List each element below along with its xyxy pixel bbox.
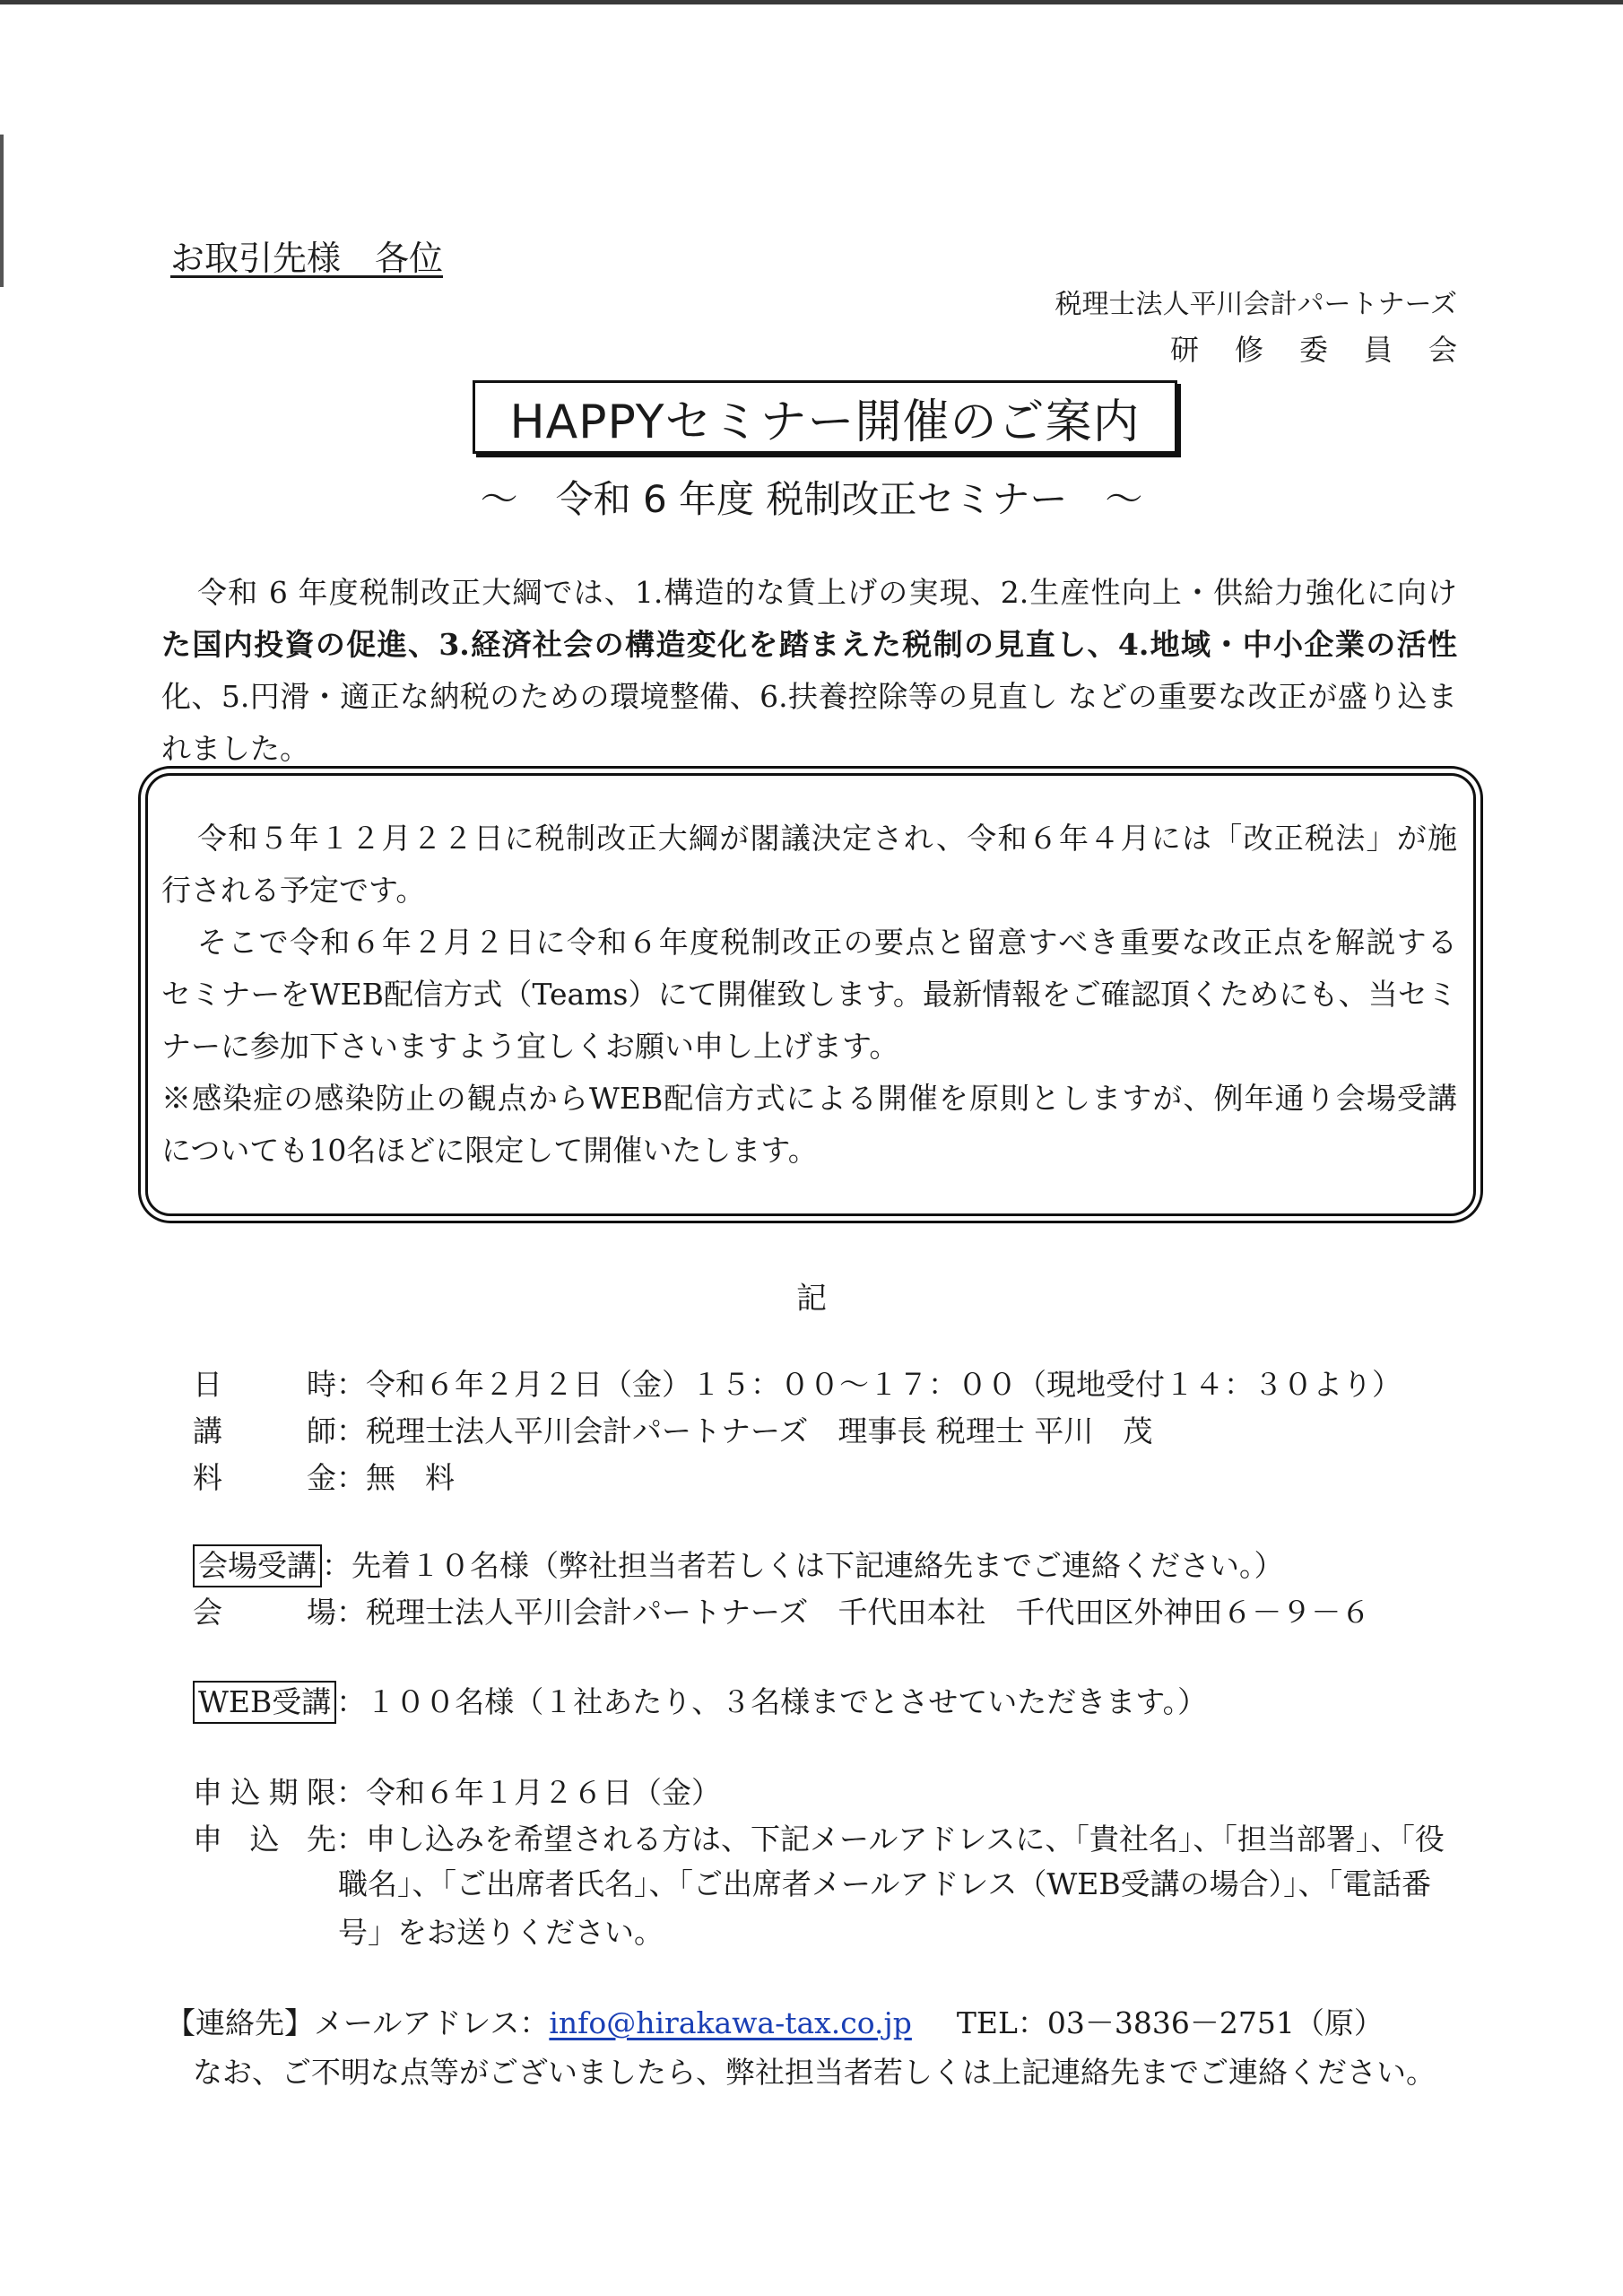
contact-prefix: 【連絡先】メールアドレス：	[166, 2005, 550, 2040]
notice-line: 行される予定です。	[161, 873, 426, 908]
scan-left-edge	[0, 135, 4, 287]
detail-label: 講師	[193, 1413, 336, 1448]
apply-cont-line: 号」をお送りください。	[338, 1915, 664, 1950]
notice-line: セミナーをWEB配信方式（Teams）にて開催致します。最新情報をご確認頂くためにも、当セミ	[161, 977, 1457, 1012]
detail-value: ：無 料	[336, 1460, 455, 1495]
apply-cont-line: 職名」、「ご出席者氏名」、「ご出席者メールアドレス（WEB受講の場合）」、「電話番	[338, 1866, 1432, 1901]
contact-note: なお、ご不明な点等がございましたら、弊社担当者若しくは上記連絡先までご連絡ください。	[193, 2055, 1436, 2090]
notice-line: 令和５年１２月２２日に税制改正大綱が閣議決定され、令和６年４月には「改正税法」が施	[197, 821, 1457, 856]
detail-venue	[193, 1589, 1370, 1631]
detail-label-boxed: WEB受講	[193, 1681, 336, 1724]
detail-value: ：申し込みを希望される方は、下記メールアドレスに、「貴社名」、「担当部署」、「役	[336, 1822, 1445, 1857]
notice-line: そこで令和６年２月２日に令和６年度税制改正の要点と留意すべき重要な改正点を解説する	[197, 925, 1457, 960]
intro-paragraph	[161, 567, 1457, 775]
intro-line: 化、5.円滑・適正な納税のための環境整備、6.扶養控除等の見直し などの重要な改正が盛り込ま	[161, 679, 1457, 714]
detail-value: ：税理士法人平川会計パートナーズ 千代田本社 千代田区外神田６－９－６	[336, 1595, 1371, 1630]
detail-lecturer	[193, 1408, 1152, 1450]
ki-heading: 記	[796, 1281, 827, 1317]
detail-fee	[193, 1455, 455, 1497]
addressee: お取引先様 各位	[170, 239, 444, 278]
notice-line: についても10名ほどに限定して開催いたします。	[161, 1133, 818, 1168]
intro-line: れました。	[161, 731, 309, 766]
detail-value: ：１００名様（１社あたり、３名様までとさせていただきます。）	[336, 1684, 1208, 1719]
detail-label: 申込期限	[193, 1775, 336, 1810]
notice-text	[161, 813, 1457, 1177]
detail-apply	[193, 1816, 1445, 1858]
detail-label: 料金	[193, 1460, 336, 1495]
intro-line: た国内投資の促進、3.経済社会の構造変化を踏まえた税制の見直し、4.地域・中小企業の活性	[161, 627, 1457, 662]
notice-line: ナーに参加下さいますよう宜しくお願い申し上げます。	[161, 1029, 899, 1064]
detail-label: 日時	[193, 1367, 336, 1402]
detail-venue-attend	[193, 1543, 1284, 1587]
contact-email-link[interactable]: info@hirakawa-tax.co.jp	[549, 2005, 912, 2040]
document-title-box	[473, 380, 1177, 454]
scan-top-edge	[0, 0, 1623, 4]
detail-value: ：先着１０名様（弊社担当者若しくは下記連絡先までご連絡ください。）	[322, 1548, 1284, 1583]
detail-value: ：令和６年２月２日（金）１５：００～１７：００（現地受付１４：３０より）	[336, 1367, 1402, 1402]
document-title: HAPPYセミナー開催のご案内	[509, 395, 1141, 449]
detail-value: ：税理士法人平川会計パートナーズ 理事長 税理士 平川 茂	[336, 1413, 1153, 1448]
contact-tel: TEL：03－3836－2751（原）	[956, 2005, 1384, 2040]
detail-datetime	[193, 1361, 1402, 1404]
detail-deadline	[193, 1770, 721, 1812]
detail-label: 申込先	[193, 1822, 336, 1857]
notice-line: ※感染症の感染防止の観点からWEB配信方式による開催を原則としますが、例年通り会場受講	[161, 1081, 1457, 1116]
detail-web-attend	[193, 1679, 1207, 1724]
sender-dept: 研修委員会	[1169, 333, 1493, 367]
sender-org: 税理士法人平川会計パートナーズ	[1055, 289, 1457, 320]
document-subtitle: ～ 令和 6 年度 税制改正セミナー ～	[480, 477, 1143, 521]
detail-label-boxed: 会場受講	[193, 1544, 322, 1587]
intro-line: 令和 6 年度税制改正大綱では、1.構造的な賃上げの実現、2.生産性向上・供給力強化に向け	[197, 575, 1457, 610]
contact-line	[166, 2000, 1384, 2042]
detail-label: 会場	[193, 1595, 336, 1630]
detail-value: ：令和６年１月２６日（金）	[336, 1775, 721, 1810]
